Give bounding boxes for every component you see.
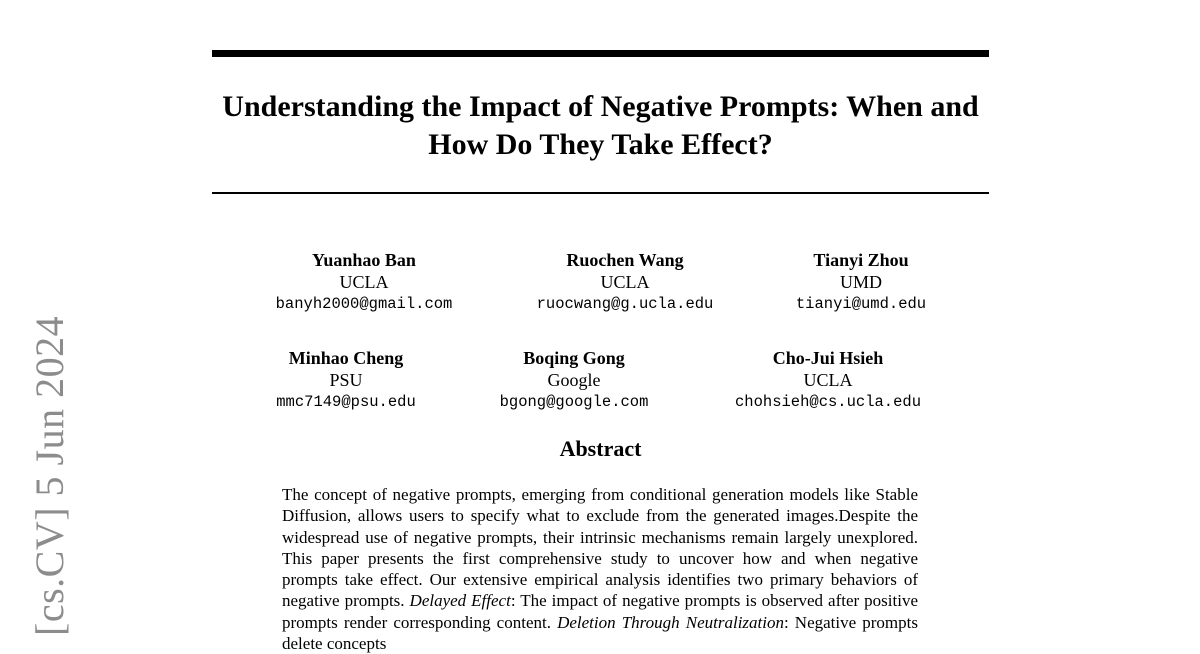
title-top-rule: [212, 50, 989, 57]
author-name: Tianyi Zhou: [813, 250, 909, 270]
abstract-term-deletion: Deletion Through Neutralization: [557, 612, 784, 632]
author-name: Ruochen Wang: [566, 250, 684, 270]
author-affiliation: PSU: [329, 370, 363, 390]
author-name: Boqing Gong: [523, 348, 625, 368]
arxiv-side-stamp: [cs.CV] 5 Jun 2024: [27, 315, 72, 636]
author-block: [276, 249, 453, 315]
author-email: banyh2000@gmail.com: [275, 295, 453, 313]
title-bottom-rule: [212, 192, 989, 194]
abstract-text-3: : Negative prompts delete concepts: [282, 612, 918, 654]
abstract-term-delayed-effect: Delayed Effect: [409, 591, 511, 611]
author-name: Minhao Cheng: [288, 348, 404, 368]
author-affiliation: Google: [547, 370, 601, 390]
abstract-text-1: The concept of negative prompts, emerging from conditional generation models like Stable Diffusion, allows users to specify what to exclude from the generated images.Despite the widespread use of negative prompts, their intrinsic mechanisms remain largely unexplored. This paper presents the first comprehensive study to uncover how and when negative prompts take effect. Our extensive empirical analysis identifies two primary behaviors of negative prompts.: [282, 485, 918, 611]
abstract-heading: Abstract: [559, 436, 642, 461]
abstract-text-2: : The impact of negative prompts is observed after positive prompts render corresponding content.: [282, 591, 919, 632]
author-name: Yuanhao Ban: [312, 250, 416, 270]
author-affiliation: UCLA: [600, 272, 650, 292]
author-block: [796, 249, 926, 315]
abstract-body: [282, 484, 918, 654]
author-email: chohsieh@cs.ucla.edu: [734, 393, 922, 411]
author-email: ruocwang@g.ucla.edu: [536, 295, 714, 313]
author-affiliation: UMD: [839, 272, 883, 292]
author-email: bgong@google.com: [499, 393, 649, 411]
author-affiliation: UCLA: [339, 272, 389, 292]
paper-title: Understanding the Impact of Negative Prompts: When and How Do They Take Effect?: [222, 90, 979, 161]
author-affiliation: UCLA: [803, 370, 853, 390]
author-email: tianyi@umd.edu: [795, 295, 927, 313]
author-email: mmc7149@psu.edu: [276, 393, 416, 411]
author-block: [537, 249, 714, 315]
author-block: [276, 347, 416, 413]
author-block: [735, 347, 921, 413]
author-name: Cho-Jui Hsieh: [772, 348, 884, 368]
author-block: [500, 347, 649, 413]
